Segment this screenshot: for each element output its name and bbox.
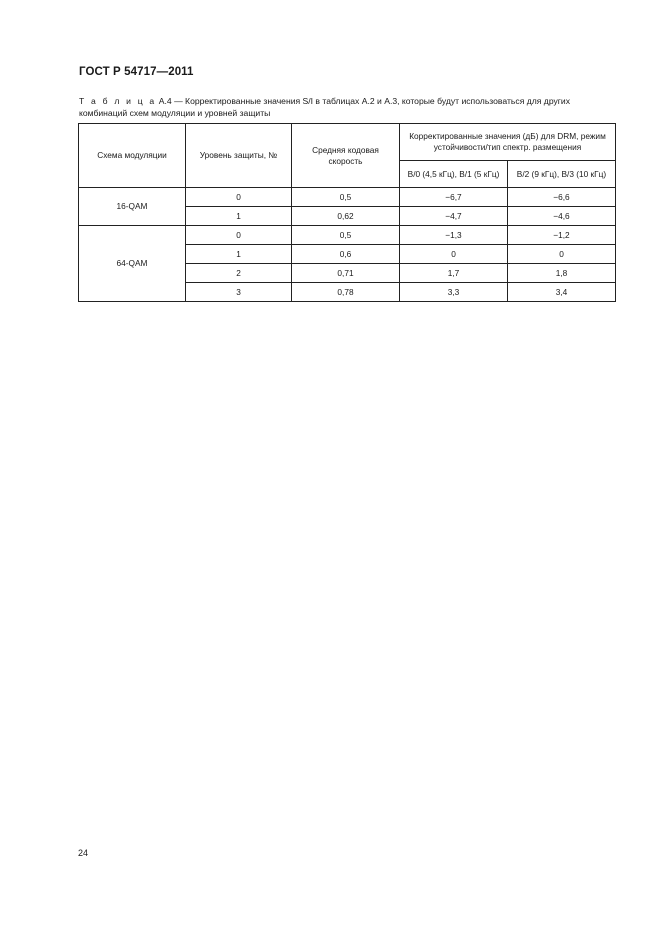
b23-cell: −4,6: [508, 207, 616, 226]
rate-cell: 0,5: [292, 188, 400, 207]
b23-cell: 1,8: [508, 264, 616, 283]
header-protection-level: Уровень защиты, №: [186, 124, 292, 188]
caption-text: А.4 — Корректированные значения S/I в таблицах А.2 и А.3, которые будут использоваться для других комбинаций схем модуляции и уровней защиты: [79, 96, 571, 118]
corrected-si-table: [78, 123, 616, 302]
table-row: [79, 226, 616, 245]
header-modulation: Схема модуляции: [79, 124, 186, 188]
modulation-cell: 16-QAM: [79, 188, 186, 226]
caption-label: Т а б л и ц а: [79, 96, 157, 106]
level-cell: 0: [186, 188, 292, 207]
rate-cell: 0,62: [292, 207, 400, 226]
b01-cell: −1,3: [400, 226, 508, 245]
header-b0-b1: B/0 (4,5 кГц), B/1 (5 кГц): [400, 161, 508, 188]
level-cell: 1: [186, 207, 292, 226]
page-number: 24: [78, 848, 89, 858]
header-b2-b3: B/2 (9 кГц), B/3 (10 кГц): [508, 161, 616, 188]
b23-cell: 3,4: [508, 283, 616, 302]
b01-cell: −6,7: [400, 188, 508, 207]
level-cell: 0: [186, 226, 292, 245]
table-row: [79, 188, 616, 207]
rate-cell: 0,6: [292, 245, 400, 264]
b01-cell: 0: [400, 245, 508, 264]
level-cell: 3: [186, 283, 292, 302]
table-header-row: [79, 124, 616, 161]
b01-cell: 1,7: [400, 264, 508, 283]
modulation-cell: 64-QAM: [79, 226, 186, 302]
rate-cell: 0,78: [292, 283, 400, 302]
level-cell: 2: [186, 264, 292, 283]
header-code-rate: Средняя кодовая скорость: [292, 124, 400, 188]
level-cell: 1: [186, 245, 292, 264]
rate-cell: 0,5: [292, 226, 400, 245]
table-caption: [79, 95, 617, 119]
b01-cell: 3,3: [400, 283, 508, 302]
b01-cell: −4,7: [400, 207, 508, 226]
document-code: ГОСТ Р 54717—2011: [79, 66, 194, 78]
rate-cell: 0,71: [292, 264, 400, 283]
header-corrected-values: Корректированные значения (дБ) для DRM, режим устойчивости/тип спектр. размещения: [400, 124, 616, 161]
b23-cell: −6,6: [508, 188, 616, 207]
b23-cell: 0: [508, 245, 616, 264]
b23-cell: −1,2: [508, 226, 616, 245]
